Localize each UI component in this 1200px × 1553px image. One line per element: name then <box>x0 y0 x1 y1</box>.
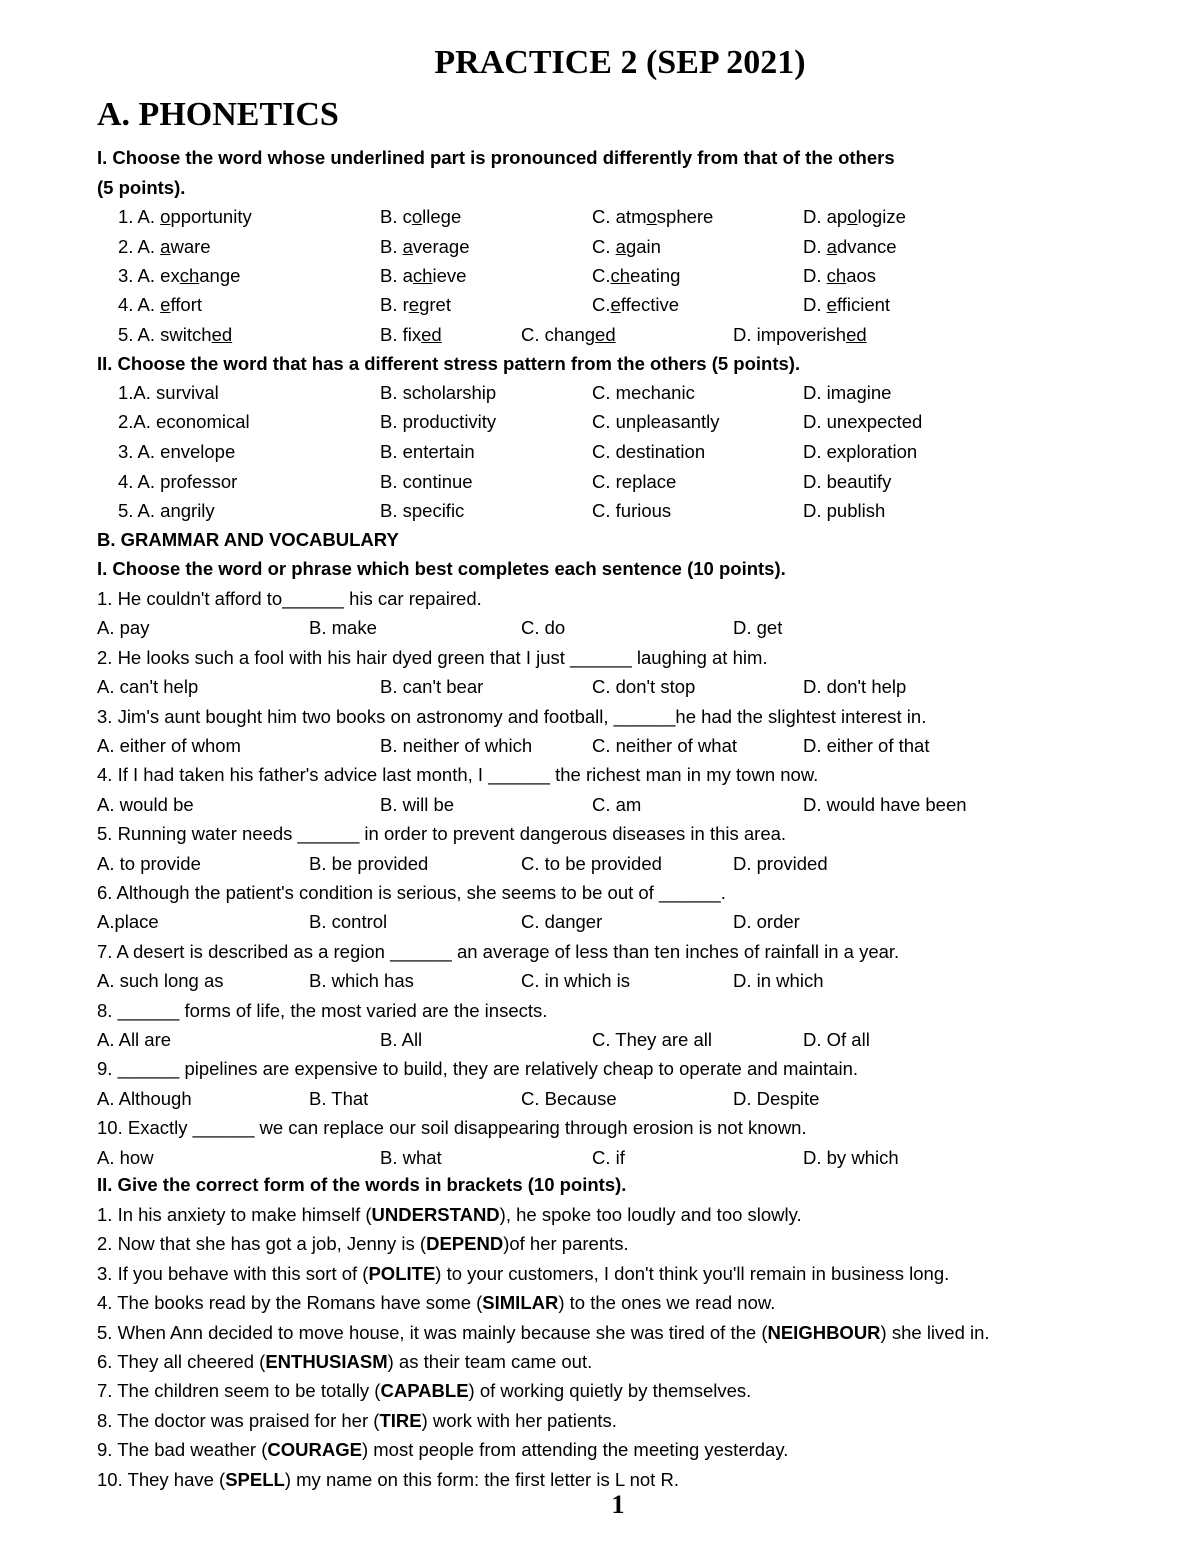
answer-options-row <box>0 1025 1200 1055</box>
answer-option: D. beautify <box>803 471 892 492</box>
question-text-rest: ) to the ones we read now. <box>558 1292 776 1314</box>
bracket-word: SPELL <box>225 1468 285 1490</box>
answer-options-row <box>0 1143 1200 1173</box>
word-form-question <box>97 1406 617 1436</box>
stress-question <box>0 437 1200 467</box>
stress-question <box>0 467 1200 497</box>
phonetics-part2-instruction: II. Choose the word that has a different stress pattern from the others (5 points). <box>97 353 801 374</box>
option-text-rest: gain <box>625 236 661 257</box>
option-text-rest: ange <box>199 265 241 286</box>
answer-option <box>118 202 252 232</box>
answer-options-row <box>0 966 1200 996</box>
word-form-question <box>97 1347 592 1377</box>
answer-option: D. unexpected <box>803 411 923 432</box>
answer-option <box>380 202 461 232</box>
underlined-part: ed <box>421 324 442 345</box>
answer-option: A. All are <box>97 1029 172 1050</box>
question-text: 8. The doctor was praised for her ( <box>97 1409 380 1431</box>
answer-option: C. if <box>592 1146 625 1168</box>
question-text: 6. They all cheered ( <box>97 1351 266 1372</box>
answer-option: B. neither of which <box>380 735 533 756</box>
answer-option: B. That <box>309 1087 369 1109</box>
option-text: D. impoverish <box>733 324 847 345</box>
option-text-rest: eating <box>630 265 681 286</box>
pronunciation-question <box>0 320 1200 350</box>
option-text-rest: verage <box>412 236 470 257</box>
pronunciation-question <box>0 261 1200 291</box>
underlined-part: a <box>402 236 413 257</box>
answer-option: D. get <box>733 617 783 639</box>
option-text: D. <box>803 236 827 257</box>
answer-option: A.place <box>97 911 159 933</box>
word-form-question <box>97 1318 990 1348</box>
underlined-part: a <box>160 236 171 257</box>
answer-option: D. Despite <box>733 1087 820 1109</box>
underlined-part: o <box>847 206 858 227</box>
underlined-part: e <box>826 294 837 315</box>
answer-option: C. don't stop <box>592 676 696 698</box>
option-text: D. <box>803 294 827 315</box>
answer-option: D. order <box>733 911 800 933</box>
answer-option: C. destination <box>592 441 706 462</box>
answer-option: B. control <box>309 911 388 933</box>
answer-option: D. in which <box>733 970 824 992</box>
bracket-word: NEIGHBOUR <box>767 1321 881 1343</box>
answer-option: A. can't help <box>97 676 199 698</box>
underlined-part: e <box>610 294 621 315</box>
answer-options-row <box>0 672 1200 702</box>
answer-option <box>118 261 240 291</box>
bracket-word: DEPEND <box>426 1233 504 1255</box>
answer-option <box>592 261 680 291</box>
underlined-part: o <box>411 206 423 227</box>
pronunciation-question <box>0 290 1200 320</box>
question-text-rest: ) to your customers, I don't think you'll remain in business long. <box>435 1262 950 1284</box>
answer-option <box>803 202 906 232</box>
answer-option: B. All <box>380 1029 423 1050</box>
question-text: 9. ______ pipelines are expensive to build, they are relatively cheap to operate and maintain. <box>97 1058 859 1080</box>
bracket-word: SIMILAR <box>482 1292 559 1314</box>
option-text: B. r <box>380 294 409 315</box>
option-text-rest: fficient <box>836 294 891 315</box>
question-text-rest: ) she lived in. <box>880 1321 990 1343</box>
answer-options-row <box>0 613 1200 643</box>
answer-option <box>592 232 661 262</box>
answer-option: B. what <box>380 1146 442 1168</box>
answer-option <box>380 290 451 320</box>
option-text-rest: logize <box>857 206 906 227</box>
option-text: C. atm <box>592 206 647 227</box>
underlined-part: ch <box>610 265 631 286</box>
question-text-rest: ) work with her patients. <box>421 1409 617 1431</box>
answer-option <box>803 261 876 291</box>
answer-option <box>380 232 470 262</box>
answer-option: C. danger <box>521 911 603 933</box>
option-text: D. ap <box>803 206 848 227</box>
answer-option: 2.A. economical <box>118 411 250 432</box>
page-number: 1 <box>611 1490 625 1519</box>
word-form-question <box>97 1288 775 1318</box>
question-text: 10. Exactly ______ we can replace our soil disappearing through erosion is not known. <box>97 1117 807 1139</box>
answer-option <box>380 320 442 350</box>
phonetics-part1-instruction-points: (5 points). <box>97 177 186 198</box>
question-text: 5. Running water needs ______ in order to prevent dangerous diseases in this area. <box>97 823 787 845</box>
answer-option <box>118 232 211 262</box>
answer-option: 5. A. angrily <box>118 500 215 521</box>
answer-option: B. scholarship <box>380 382 497 403</box>
option-text: 2. A. <box>118 236 161 257</box>
underlined-part: o <box>160 206 171 227</box>
option-text-rest: ware <box>170 236 211 257</box>
question-text: 4. The books read by the Romans have some ( <box>97 1292 483 1314</box>
option-text: C. chang <box>521 324 596 345</box>
option-text: C. <box>592 265 611 286</box>
answer-option: 1.A. survival <box>118 382 219 403</box>
phonetics-part1-instruction: I. Choose the word whose underlined part is pronounced differently from that of the others <box>97 147 895 168</box>
question-text: 2. Now that she has got a job, Jenny is ( <box>97 1233 427 1255</box>
option-text-rest: ieve <box>432 265 467 286</box>
answer-option: D. by which <box>803 1146 899 1168</box>
bracket-word: POLITE <box>368 1262 436 1284</box>
section-a-heading: A. PHONETICS <box>97 96 339 133</box>
page-title: PRACTICE 2 (SEP 2021) <box>434 44 806 81</box>
pronunciation-question <box>0 202 1200 232</box>
answer-options-row <box>0 849 1200 879</box>
underlined-part: e <box>408 294 420 315</box>
question-text-rest: ) of working quietly by themselves. <box>468 1380 752 1402</box>
option-text-rest: ffective <box>620 294 680 315</box>
option-text: 5. A. switch <box>118 324 212 345</box>
answer-option: B. productivity <box>380 411 497 432</box>
underlined-part: a <box>826 236 837 257</box>
answer-options-row <box>0 790 1200 820</box>
bracket-word: ENTHUSIASM <box>265 1351 388 1372</box>
answer-option: C. do <box>521 617 566 639</box>
option-text-rest: sphere <box>656 206 714 227</box>
answer-options-row <box>0 731 1200 761</box>
question-text: 1. He couldn't afford to______ his car repaired. <box>97 588 482 609</box>
bracket-word: CAPABLE <box>380 1380 469 1402</box>
word-form-question <box>97 1229 629 1259</box>
answer-option: 4. A. professor <box>118 471 238 492</box>
answer-option: C. neither of what <box>592 735 737 756</box>
underlined-part: ed <box>595 324 616 345</box>
answer-option <box>592 290 679 320</box>
option-text: C. <box>592 236 616 257</box>
option-text-rest: dvance <box>836 236 897 257</box>
answer-option: C. Because <box>521 1087 617 1109</box>
answer-option: A. Although <box>97 1087 192 1109</box>
question-text: 2. He looks such a fool with his hair dyed green that I just ______ laughing at him. <box>97 646 768 668</box>
answer-option <box>803 290 890 320</box>
answer-option: B. entertain <box>380 441 475 462</box>
question-text-rest: ) most people from attending the meeting yesterday. <box>361 1439 789 1461</box>
answer-option: B. specific <box>380 500 465 521</box>
underlined-part: ed <box>846 324 867 345</box>
grammar-part2-instruction: II. Give the correct form of the words in brackets (10 points). <box>97 1174 627 1195</box>
question-text: 8. ______ forms of life, the most varied are the insects. <box>97 999 548 1021</box>
answer-option: D. publish <box>803 500 886 521</box>
answer-option <box>118 320 232 350</box>
answer-option <box>521 320 616 350</box>
question-text: 3. Jim's aunt bought him two books on astronomy and football, ______he had the slightest interest in. <box>97 705 927 727</box>
answer-option: C. mechanic <box>592 382 695 403</box>
word-form-question <box>97 1200 802 1230</box>
answer-option: A. how <box>97 1146 154 1168</box>
underlined-part: ch <box>412 265 433 286</box>
answer-option: D. either of that <box>803 735 930 756</box>
bracket-word: TIRE <box>379 1409 422 1431</box>
question-text-rest: ) as their team came out. <box>387 1351 593 1372</box>
stress-question <box>0 378 1200 408</box>
word-form-question <box>97 1376 751 1406</box>
underlined-part: o <box>646 206 657 227</box>
answer-option: C. furious <box>592 500 672 521</box>
question-text-rest: ), he spoke too loudly and too slowly. <box>499 1204 802 1225</box>
answer-option: C. in which is <box>521 970 630 992</box>
option-text: B. a <box>380 265 413 286</box>
word-form-question <box>97 1259 949 1289</box>
grammar-part1-instruction: I. Choose the word or phrase which best completes each sentence (10 points). <box>97 558 786 579</box>
answer-option: D. Of all <box>803 1029 870 1050</box>
answer-option: C. They are all <box>592 1029 712 1050</box>
answer-option: C. am <box>592 793 642 815</box>
section-b-heading: B. GRAMMAR AND VOCABULARY <box>97 529 399 550</box>
answer-option: A. such long as <box>97 970 224 992</box>
option-text: 1. A. <box>118 206 161 227</box>
option-text: C. <box>592 294 611 315</box>
answer-option: A. to provide <box>97 852 201 874</box>
underlined-part: ch <box>179 265 200 286</box>
answer-option: D. don't help <box>803 676 907 698</box>
answer-option: C. to be provided <box>521 852 662 874</box>
answer-option <box>733 320 867 350</box>
answer-option: A. either of whom <box>97 735 241 756</box>
answer-option: B. will be <box>380 793 455 815</box>
option-text-rest: aos <box>846 265 877 286</box>
question-text: 7. The children seem to be totally ( <box>97 1380 381 1402</box>
option-text: 4. A. <box>118 294 161 315</box>
answer-option: B. can't bear <box>380 676 484 698</box>
answer-option: B. make <box>309 617 377 639</box>
option-text-rest: gret <box>419 294 451 315</box>
answer-options-row <box>0 1084 1200 1114</box>
option-text: B. c <box>380 206 412 227</box>
underlined-part: e <box>160 294 171 315</box>
question-text: 10. They have ( <box>97 1468 226 1490</box>
answer-option <box>592 202 713 232</box>
word-form-question <box>97 1435 788 1465</box>
bracket-word: COURAGE <box>267 1439 362 1461</box>
answer-option: D. exploration <box>803 441 918 462</box>
answer-option <box>380 261 466 291</box>
answer-option: C. unpleasantly <box>592 411 720 432</box>
underlined-part: ch <box>826 265 847 286</box>
answer-option <box>803 232 897 262</box>
answer-option: C. replace <box>592 471 677 492</box>
option-text: D. <box>803 265 827 286</box>
answer-option: D. provided <box>733 852 828 874</box>
option-text: B. <box>380 236 403 257</box>
question-text: 4. If I had taken his father's advice last month, I ______ the richest man in my town now. <box>97 764 819 786</box>
option-text-rest: ffort <box>170 294 203 315</box>
answer-option <box>118 290 202 320</box>
answer-option: D. would have been <box>803 793 967 815</box>
answer-option: B. continue <box>380 471 473 492</box>
question-text-rest: )of her parents. <box>503 1233 629 1255</box>
question-text: 6. Although the patient's condition is serious, she seems to be out of ______. <box>97 882 726 903</box>
option-text: B. fix <box>380 324 422 345</box>
question-text-rest: ) my name on this form: the first letter is L not R. <box>284 1468 679 1490</box>
bracket-word: UNDERSTAND <box>371 1204 500 1225</box>
answer-option: 3. A. envelope <box>118 441 236 462</box>
question-text: 7. A desert is described as a region ______ an average of less than ten inches of rainfall in a year. <box>97 940 900 962</box>
option-text-rest: pportunity <box>170 206 252 227</box>
answer-option: A. pay <box>97 617 150 639</box>
answer-option: A. would be <box>97 793 194 815</box>
answer-option: D. imagine <box>803 382 892 403</box>
pronunciation-question <box>0 232 1200 262</box>
answer-option: B. be provided <box>309 852 429 874</box>
answer-options-row <box>0 907 1200 937</box>
question-text: 1. In his anxiety to make himself ( <box>97 1204 372 1225</box>
option-text: 3. A. ex <box>118 265 180 286</box>
option-text-rest: llege <box>422 206 462 227</box>
question-text: 5. When Ann decided to move house, it was mainly because she was tired of the ( <box>97 1321 768 1343</box>
answer-option: B. which has <box>309 970 414 992</box>
underlined-part: a <box>615 236 626 257</box>
underlined-part: ed <box>211 324 233 345</box>
question-text: 9. The bad weather ( <box>97 1439 268 1461</box>
stress-question <box>0 407 1200 437</box>
question-text: 3. If you behave with this sort of ( <box>97 1262 369 1284</box>
stress-question <box>0 496 1200 526</box>
